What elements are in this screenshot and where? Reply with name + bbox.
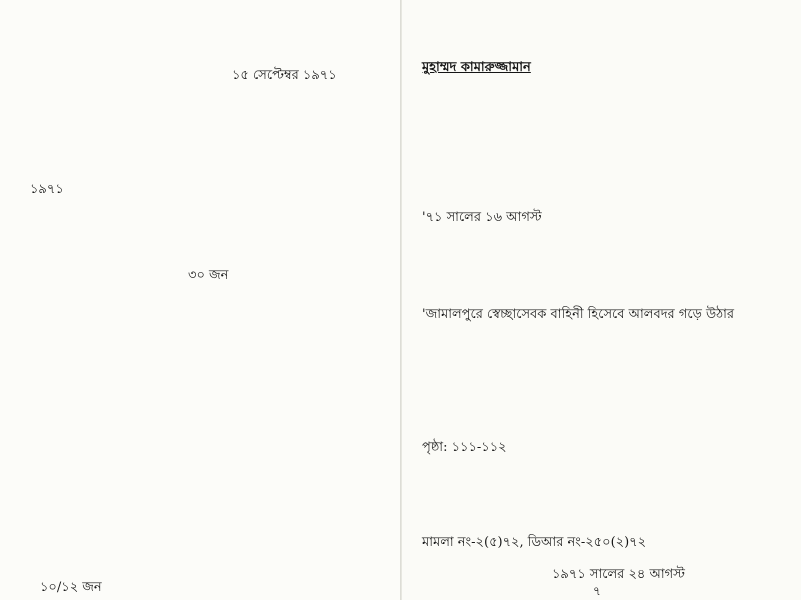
source-pages: পৃষ্ঠা: ১১১-১১২: [422, 440, 507, 455]
case-number: মামলা নং-২(৫)৭২, ডিআর নং-২৫০(২)৭২: [422, 535, 647, 550]
year-reference: ১৯৭১: [30, 182, 64, 197]
date-reference: ১৫ সেপ্টেম্বর ১৯৭১: [232, 68, 337, 83]
right-column: [402, 0, 801, 600]
left-column: [0, 0, 400, 600]
count-reference: ৩০ জন: [188, 268, 229, 283]
quote-second: 'জামালপুরে স্বেচ্ছাসেবক বাহিনী হিসেবে আলবদর গড়ে উঠার: [422, 307, 734, 322]
count-reference-2: ১০/১২ জন: [40, 580, 102, 595]
quote-opening: '৭১ সালের ১৬ আগস্ট: [422, 210, 542, 225]
section-heading: মুহাম্মদ কামারুজ্জামান: [422, 60, 531, 75]
page-number: ৭: [593, 584, 601, 598]
year-reference-right: ১৯৭১ সালের ২৪ আগস্ট: [552, 567, 685, 582]
